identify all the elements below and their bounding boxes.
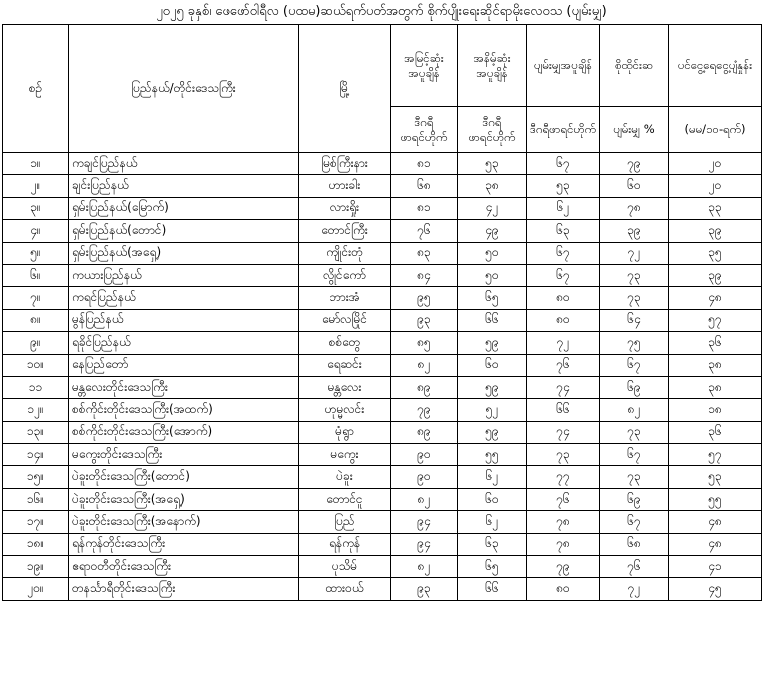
cell-city: ဘားအံ: [299, 287, 391, 309]
header-no: စဉ်: [3, 25, 69, 153]
cell-evap: ၃၉: [669, 264, 762, 286]
cell-rh: ၇၅: [600, 332, 669, 354]
cell-no: ၃။: [3, 197, 69, 219]
unit-tmin: ဒီဂရီဖာရင်ဟိုက်: [458, 107, 527, 153]
header-evap: ပင်ငွေ့ရေငွေ့ပျံနှုန်း: [669, 25, 762, 107]
cell-tavg: ၆၃: [527, 220, 600, 242]
cell-region: ကရင်ပြည်နယ်: [69, 287, 299, 309]
cell-no: ၉။: [3, 332, 69, 354]
cell-tmin: ၅၉: [458, 421, 527, 443]
cell-city: ထားဝယ်: [299, 578, 391, 600]
table-row: [3, 488, 762, 510]
cell-region: မွန်ပြည်နယ်: [69, 309, 299, 331]
cell-evap: ၃၆: [669, 332, 762, 354]
cell-tmax: ၇၆: [391, 220, 458, 242]
cell-no: ၈။: [3, 309, 69, 331]
cell-tmin: ၆၅: [458, 556, 527, 578]
cell-rh: ၈၂: [600, 399, 669, 421]
cell-tmax: ၈၂: [391, 488, 458, 510]
weather-table: [2, 24, 762, 601]
cell-tmin: ၅၂: [458, 399, 527, 421]
unit-tmax: ဒီဂရီဖာရင်ဟိုက်: [391, 107, 458, 153]
cell-tavg: ၆၂: [527, 197, 600, 219]
cell-region: ပဲခူးတိုင်းဒေသကြီး(တောင်): [69, 466, 299, 488]
cell-rh: ၇၉: [600, 153, 669, 175]
header-tmax: အမြင့်ဆုံးအပူချိန်: [391, 25, 458, 107]
table-body: [3, 153, 762, 601]
cell-evap: ၅၇: [669, 309, 762, 331]
cell-no: ၁၈။: [3, 533, 69, 555]
cell-tmax: ၉၄: [391, 533, 458, 555]
cell-no: ၁၉။: [3, 556, 69, 578]
cell-tmin: ၅၉: [458, 332, 527, 354]
cell-evap: ၄၅: [669, 578, 762, 600]
cell-city: ရန်ကုန်: [299, 533, 391, 555]
cell-rh: ၇၃: [600, 264, 669, 286]
cell-evap: ၅၃: [669, 466, 762, 488]
cell-region: စစ်ကိုင်းတိုင်းဒေသကြီး(အောက်): [69, 421, 299, 443]
cell-tmax: ၇၉: [391, 399, 458, 421]
cell-tmax: ၈၃: [391, 242, 458, 264]
cell-evap: ၄၈: [669, 533, 762, 555]
cell-tavg: ၆၆: [527, 399, 600, 421]
cell-rh: ၇၈: [600, 197, 669, 219]
cell-region: ရခိုင်ပြည်နယ်: [69, 332, 299, 354]
table-row: [3, 533, 762, 555]
header-rh: စိုထိုင်းဆ: [600, 25, 669, 107]
cell-tmax: ၈၉: [391, 421, 458, 443]
cell-tavg: ၇၆: [527, 354, 600, 376]
cell-rh: ၆၇: [600, 511, 669, 533]
table-row: [3, 444, 762, 466]
cell-city: စစ်တွေ: [299, 332, 391, 354]
cell-tmax: ၉၄: [391, 511, 458, 533]
cell-no: ၁၅။: [3, 466, 69, 488]
cell-tmin: ၆၅: [458, 287, 527, 309]
cell-city: မကွေး: [299, 444, 391, 466]
cell-region: ကချင်ပြည်နယ်: [69, 153, 299, 175]
cell-city: ပုသိမ်: [299, 556, 391, 578]
cell-no: ၁။: [3, 153, 69, 175]
cell-rh: ၇၃: [600, 421, 669, 443]
table-row: [3, 242, 762, 264]
cell-rh: ၆၄: [600, 309, 669, 331]
cell-city: လွိုင်ကော်: [299, 264, 391, 286]
cell-evap: ၃၃: [669, 197, 762, 219]
table-row: [3, 399, 762, 421]
cell-region: ရှမ်းပြည်နယ်(အရှေ့): [69, 242, 299, 264]
cell-city: တောင်ကြီး: [299, 220, 391, 242]
cell-city: ပြည်: [299, 511, 391, 533]
cell-tmin: ၆၂: [458, 511, 527, 533]
cell-evap: ၂၀: [669, 153, 762, 175]
cell-region: မန္တလေးတိုင်းဒေသကြီး: [69, 376, 299, 398]
cell-rh: ၃၉: [600, 220, 669, 242]
cell-rh: ၆၇: [600, 354, 669, 376]
table-title: ၂၀၂၅ ခုနှစ်၊ ဖေဖော်ဝါရီလ (ပထမ)ဆယ်ရက်ပတ်အတွက် စိုက်ပျိုးရေးဆိုင်ရာမိုးလေဝသ (ပျမ်းမျှ): [156, 4, 607, 19]
unit-rh: ပျမ်းမျှ %: [600, 107, 669, 153]
cell-rh: ၇၂: [600, 578, 669, 600]
cell-tavg: ၇၈: [527, 511, 600, 533]
cell-tavg: ၇၇: [527, 466, 600, 488]
unit-tavg: ဒီဂရီဖာရင်ဟိုက်: [527, 107, 600, 153]
cell-tavg: ၆၇: [527, 264, 600, 286]
cell-tavg: ၇၂: [527, 332, 600, 354]
cell-tmax: ၉၃: [391, 578, 458, 600]
cell-tmin: ၅၀: [458, 264, 527, 286]
cell-rh: ၇၃: [600, 466, 669, 488]
cell-tmin: ၅၀: [458, 242, 527, 264]
cell-no: ၂၀။: [3, 578, 69, 600]
cell-tmax: ၉၅: [391, 287, 458, 309]
cell-rh: ၆၈: [600, 533, 669, 555]
cell-evap: ၁၈: [669, 399, 762, 421]
table-row: [3, 578, 762, 600]
cell-city: ဟုမ္မလင်း: [299, 399, 391, 421]
cell-region: ကယားပြည်နယ်: [69, 264, 299, 286]
cell-city: မြစ်ကြီးနား: [299, 153, 391, 175]
table-row: [3, 376, 762, 398]
cell-evap: ၃၅: [669, 242, 762, 264]
cell-region: ချင်းပြည်နယ်: [69, 175, 299, 197]
header-tmin: အနိမ့်ဆုံးအပူချိန်: [458, 25, 527, 107]
table-row: [3, 421, 762, 443]
cell-tmin: ၅၉: [458, 376, 527, 398]
cell-tmin: ၆၂: [458, 466, 527, 488]
table-row: [3, 175, 762, 197]
cell-tmax: ၈၅: [391, 332, 458, 354]
cell-city: ရေဆင်း: [299, 354, 391, 376]
cell-no: ၁၂။: [3, 399, 69, 421]
cell-tmin: ၆၀: [458, 354, 527, 376]
cell-tavg: ၈၀: [527, 578, 600, 600]
cell-city: မော်လမြိုင်: [299, 309, 391, 331]
cell-tmax: ၈၂: [391, 354, 458, 376]
cell-no: ၇။: [3, 287, 69, 309]
cell-tmax: ၈၄: [391, 264, 458, 286]
cell-tmax: ၈၁: [391, 153, 458, 175]
cell-tmin: ၆၀: [458, 488, 527, 510]
cell-evap: ၃၈: [669, 354, 762, 376]
cell-rh: ၇၂: [600, 242, 669, 264]
cell-evap: ၅၇: [669, 444, 762, 466]
cell-region: တနင်္သာရီတိုင်းဒေသကြီး: [69, 578, 299, 600]
cell-no: ၁၁: [3, 376, 69, 398]
cell-rh: ၆၇: [600, 444, 669, 466]
cell-no: ၅။: [3, 242, 69, 264]
table-row: [3, 153, 762, 175]
cell-tavg: ၈၀: [527, 287, 600, 309]
cell-region: ပဲခူးတိုင်းဒေသကြီး(အနောက်): [69, 511, 299, 533]
cell-region: ရှမ်းပြည်နယ်(မြောက်): [69, 197, 299, 219]
cell-tmax: ၈၉: [391, 376, 458, 398]
cell-tavg: ၈၀: [527, 309, 600, 331]
cell-evap: ၃၉: [669, 220, 762, 242]
cell-evap: ၅၅: [669, 488, 762, 510]
cell-no: ၆။: [3, 264, 69, 286]
cell-city: တောင်ငူ: [299, 488, 391, 510]
cell-tavg: ၇၉: [527, 556, 600, 578]
cell-evap: ၃၆: [669, 421, 762, 443]
cell-tmin: ၆၃: [458, 533, 527, 555]
table-row: [3, 511, 762, 533]
cell-tmin: ၄၂: [458, 197, 527, 219]
cell-tmin: ၃၈: [458, 175, 527, 197]
cell-no: ၁၇။: [3, 511, 69, 533]
header-city: မြို့: [299, 25, 391, 153]
cell-region: ပဲခူးတိုင်းဒေသကြီး(အရှေ့): [69, 488, 299, 510]
cell-region: နေပြည်တော်: [69, 354, 299, 376]
table-row: [3, 287, 762, 309]
cell-tmax: ၉၃: [391, 309, 458, 331]
cell-evap: ၄၁: [669, 556, 762, 578]
cell-city: ပဲခူး: [299, 466, 391, 488]
table-row: [3, 197, 762, 219]
cell-tavg: ၇၆: [527, 488, 600, 510]
cell-region: မကွေးတိုင်းဒေသကြီး: [69, 444, 299, 466]
cell-tmax: ၈၂: [391, 556, 458, 578]
cell-tmin: ၅၃: [458, 153, 527, 175]
cell-tavg: ၅၃: [527, 175, 600, 197]
cell-region: ဧရာဝတီတိုင်းဒေသကြီး: [69, 556, 299, 578]
table-row: [3, 220, 762, 242]
cell-no: ၂။: [3, 175, 69, 197]
cell-no: ၁၀။: [3, 354, 69, 376]
unit-evap: (မမ/၁၀-ရက်): [669, 107, 762, 153]
cell-city: မန္တလေး: [299, 376, 391, 398]
table-row: [3, 354, 762, 376]
cell-evap: ၃၈: [669, 376, 762, 398]
table-row: [3, 466, 762, 488]
cell-tavg: ၇၄: [527, 376, 600, 398]
cell-rh: ၇၃: [600, 287, 669, 309]
cell-rh: ၆၀: [600, 175, 669, 197]
cell-tmax: ၆၈: [391, 175, 458, 197]
cell-region: စစ်ကိုင်းတိုင်းဒေသကြီး(အထက်): [69, 399, 299, 421]
cell-rh: ၇၆: [600, 556, 669, 578]
cell-no: ၄။: [3, 220, 69, 242]
cell-tmax: ၈၁: [391, 197, 458, 219]
cell-no: ၁၃။: [3, 421, 69, 443]
cell-tmin: ၆၆: [458, 578, 527, 600]
cell-evap: ၂၀: [669, 175, 762, 197]
cell-no: ၁၄။: [3, 444, 69, 466]
cell-rh: ၆၉: [600, 376, 669, 398]
table-row: [3, 264, 762, 286]
cell-rh: ၆၉: [600, 488, 669, 510]
cell-tmin: ၅၅: [458, 444, 527, 466]
table-row: [3, 556, 762, 578]
header-tavg: ပျမ်းမျှအပူချိန်: [527, 25, 600, 107]
cell-tmin: ၆၆: [458, 309, 527, 331]
cell-city: လားရှိုး: [299, 197, 391, 219]
cell-region: ရန်ကုန်တိုင်းဒေသကြီး: [69, 533, 299, 555]
table-row: [3, 309, 762, 331]
cell-no: ၁၆။: [3, 488, 69, 510]
cell-city: မုံရွာ: [299, 421, 391, 443]
cell-tmax: ၉၀: [391, 466, 458, 488]
cell-tavg: ၆၇: [527, 153, 600, 175]
cell-tavg: ၇၃: [527, 444, 600, 466]
cell-tavg: ၆၇: [527, 242, 600, 264]
header-region: ပြည်နယ်/တိုင်းဒေသကြီး: [69, 25, 299, 153]
cell-region: ရှမ်းပြည်နယ်(တောင်): [69, 220, 299, 242]
cell-tavg: ၇၈: [527, 533, 600, 555]
cell-evap: ၄၈: [669, 511, 762, 533]
cell-city: ကျိုင်းတုံ: [299, 242, 391, 264]
cell-tmax: ၉၀: [391, 444, 458, 466]
cell-city: ဟားခါး: [299, 175, 391, 197]
cell-evap: ၄၈: [669, 287, 762, 309]
cell-tmin: ၄၉: [458, 220, 527, 242]
cell-tavg: ၇၄: [527, 421, 600, 443]
table-row: [3, 332, 762, 354]
